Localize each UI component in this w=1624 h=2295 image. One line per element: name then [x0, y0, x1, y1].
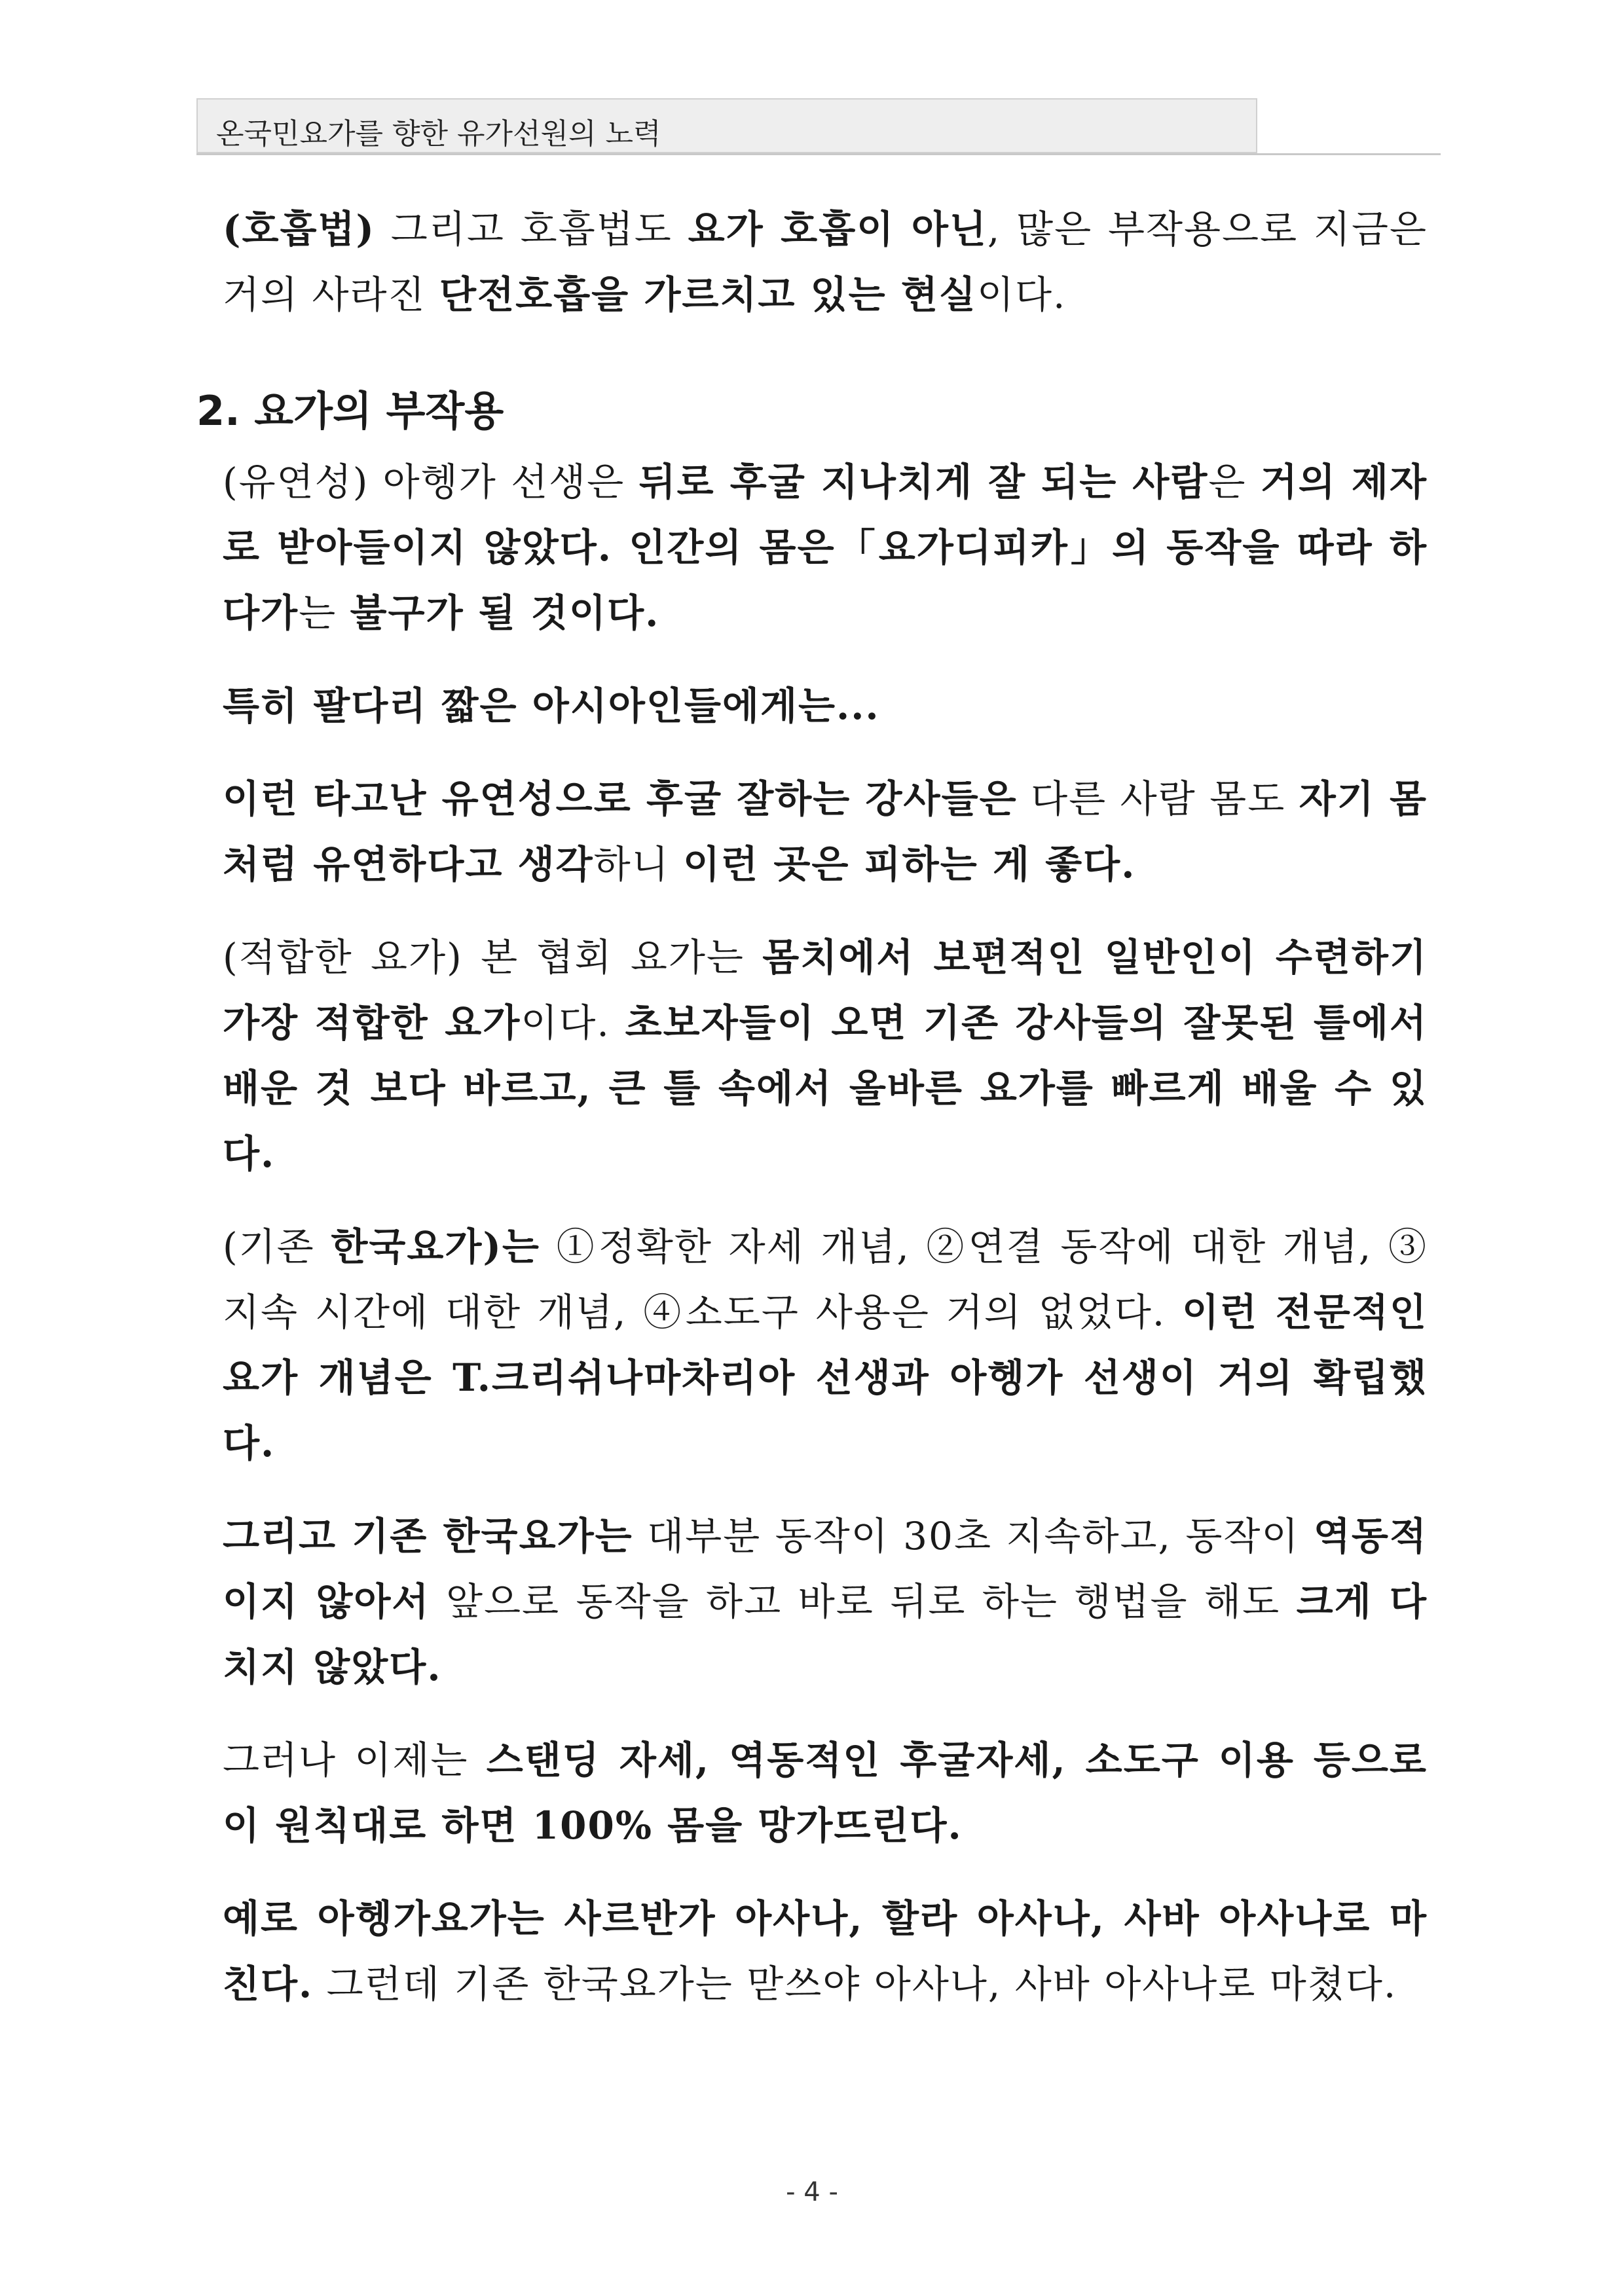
emphasis-text: 예로 아헹가요가는 사르반가 아사나, 할라 아사나, 사바 아사나로 마친다. — [223, 1896, 1428, 2006]
paragraph-asians — [223, 673, 1428, 739]
emphasis-text: 역동적이지 않아서 — [223, 1514, 1428, 1624]
paragraph-closing-poses — [223, 1886, 1428, 2017]
paragraph-modern-principles — [223, 1727, 1428, 1858]
paragraph-flexibility — [223, 449, 1428, 646]
body-text: 그리고 호흡법도 — [375, 207, 688, 251]
emphasis-text: 스탠딩 자세, 역동적인 후굴자세, 소도구 이용 등으로 이 원칙대로 하면 100% 몸을 망가뜨린다. — [223, 1738, 1428, 1848]
section-heading: 2. 요가의 부작용 — [196, 387, 504, 435]
body-text: 이다. — [521, 1001, 625, 1045]
body-text: 이다. — [976, 272, 1067, 317]
emphasis-text: 거의 제자로 받아들이지 않았다. 인간의 몸은「요가디피카」의 동작을 따라 하다가 — [223, 460, 1428, 635]
paragraph-breathing — [223, 196, 1428, 327]
body-text: 아헹가 선생은 — [369, 460, 639, 504]
body-text: 본 협회 요가는 — [462, 935, 763, 980]
body-content — [196, 196, 1428, 2044]
emphasis-text: 몸치에서 보편적인 일반인이 수련하기 가장 적합한 요가 — [223, 935, 1428, 1045]
emphasis-text: 이런 전문적인 요가 개념은 T.크리쉬나마차리아 선생과 아헹가 선생이 거의 확립했다. — [223, 1290, 1428, 1465]
emphasis-text: 뒤로 후굴 지나치게 잘 되는 사람 — [638, 460, 1209, 504]
paragraph-instructors — [223, 766, 1428, 897]
paragraph-suitable-yoga — [223, 925, 1428, 1186]
body-text: 그런데 기존 한국요가는 맏쓰야 아사나, 사바 아사나로 마쳤다. — [313, 1962, 1397, 2006]
body-text: 대부분 동작이 30초 지속하고, 동작이 — [633, 1514, 1314, 1558]
emphasis-text: 이런 타고난 유연성으로 후굴 잘하는 강사들은 — [223, 777, 1018, 821]
emphasis-text: 단전호흡을 가르치고 있는 현실 — [439, 272, 977, 317]
running-header-title: 온국민요가를 향한 유가선원의 노력 — [216, 117, 661, 151]
body-text: (유연성) — [223, 460, 369, 504]
emphasis-text: 불구가 될 것이다. — [350, 591, 660, 635]
body-text: (기존 — [223, 1224, 331, 1269]
body-text: 그러나 이제는 — [223, 1738, 487, 1782]
body-text: 은 — [1208, 460, 1261, 504]
page-number: - 4 - — [786, 2177, 838, 2207]
paragraph-static-poses — [223, 1503, 1428, 1700]
body-text: , 많은 부작용으로 지금은 거의 사라진 — [223, 207, 1428, 317]
running-header — [196, 98, 1257, 153]
emphasis-text: 크게 다치지 않았다. — [223, 1579, 1428, 1689]
body-text: 다른 사람 몸도 — [1017, 777, 1299, 821]
body-text: (적합한 요가) — [223, 935, 463, 980]
body-text: 는 — [299, 591, 350, 635]
body-text: 앞으로 동작을 하고 바로 뒤로 하는 행법을 해도 — [430, 1579, 1297, 1624]
emphasis-text: 특히 팔다리 짧은 아시아인들에게는... — [223, 684, 880, 728]
header-divider — [196, 153, 1441, 155]
emphasis-text: 이런 곳은 피하는 게 좋다. — [683, 842, 1136, 887]
paragraph-existing-korean-yoga — [223, 1214, 1428, 1476]
body-text: 하니 — [593, 842, 684, 887]
emphasis-text: (호흡법) — [223, 207, 375, 251]
emphasis-text: 초보자들이 오면 기존 강사들의 잘못된 틀에서 배운 것 보다 바르고, 큰 틀 속에서 올바른 요가를 빠르게 배울 수 있다. — [223, 1001, 1428, 1176]
body-text: ①정확한 자세 개념, ②연결 동작에 대한 개념, ③지속 시간에 대한 개념, ④소도구 사용은 거의 없었다. — [223, 1224, 1428, 1334]
emphasis-text: 한국요가)는 — [331, 1224, 540, 1269]
emphasis-text: 요가 호흡이 아닌 — [688, 207, 987, 251]
emphasis-text: 그리고 기존 한국요가는 — [223, 1514, 633, 1558]
emphasis-text: 자기 몸처럼 유연하다고 생각 — [223, 777, 1428, 887]
